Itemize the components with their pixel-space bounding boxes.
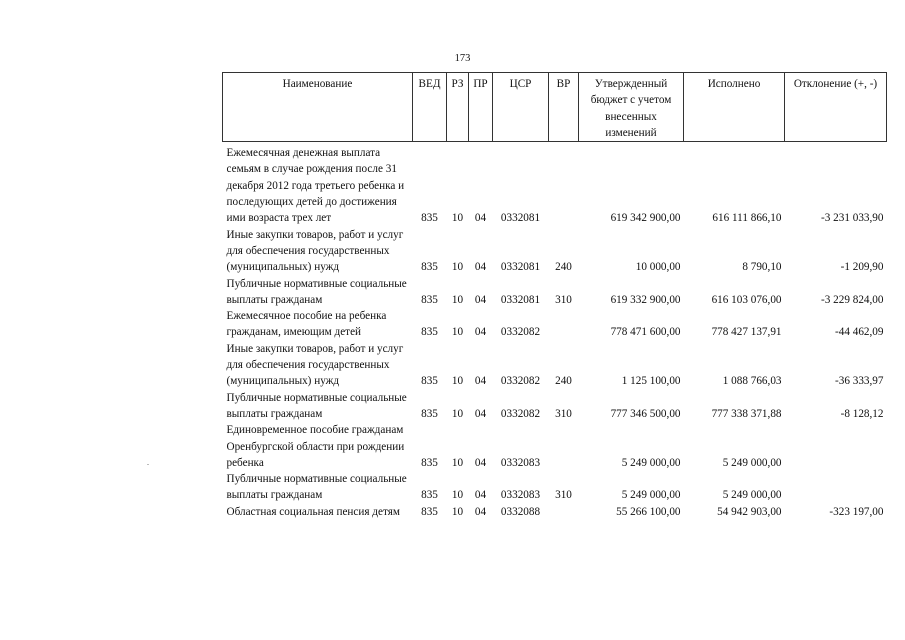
row-ved: 835 bbox=[421, 375, 438, 388]
table-row bbox=[223, 471, 887, 504]
row-name: Публичные нормативные социальные выплаты гражданам bbox=[226, 277, 407, 306]
row-deviation: -8 128,12 bbox=[840, 407, 884, 420]
row-pr: 04 bbox=[474, 212, 487, 225]
row-pr: 04 bbox=[474, 293, 487, 306]
scan-speck bbox=[147, 464, 149, 465]
row-ved: 835 bbox=[421, 261, 438, 274]
row-approved: 619 332 900,00 bbox=[610, 293, 681, 306]
row-name: Публичные нормативные социальные выплаты гражданам bbox=[226, 391, 407, 420]
row-name: Публичные нормативные социальные выплаты гражданам bbox=[226, 473, 407, 502]
row-approved: 619 342 900,00 bbox=[610, 212, 681, 225]
row-rz: 10 bbox=[451, 261, 464, 274]
row-rz: 10 bbox=[451, 375, 464, 388]
row-vr: 310 bbox=[555, 293, 572, 306]
header-pr: ПР bbox=[469, 73, 493, 142]
row-deviation bbox=[785, 471, 887, 504]
row-executed: 5 249 000,00 bbox=[722, 489, 782, 502]
row-pr: 04 bbox=[474, 326, 487, 339]
row-rz: 10 bbox=[451, 407, 464, 420]
row-vr bbox=[549, 142, 579, 227]
row-pr: 04 bbox=[474, 456, 487, 469]
row-pr: 04 bbox=[474, 505, 487, 518]
header-approved-budget: Утвержденный бюджет с учетом внесенных изменений bbox=[579, 73, 684, 142]
row-deviation: -323 197,00 bbox=[829, 505, 884, 518]
row-name: Ежемесячная денежная выплата семьям в случае рождения после 31 декабря 2012 года третьего ребенка и последующих детей до достижения ими возраста трех лет bbox=[226, 147, 405, 225]
row-pr: 04 bbox=[474, 407, 487, 420]
header-csr: ЦСР bbox=[493, 73, 549, 142]
row-pr: 04 bbox=[474, 489, 487, 502]
page-number: 173 bbox=[454, 53, 471, 64]
row-csr: 0332081 bbox=[500, 212, 541, 225]
row-executed: 777 338 371,88 bbox=[711, 407, 782, 420]
row-rz: 10 bbox=[451, 489, 464, 502]
row-vr bbox=[549, 422, 579, 471]
table-row bbox=[223, 276, 887, 309]
row-deviation bbox=[785, 422, 887, 471]
row-csr: 0332082 bbox=[500, 375, 541, 388]
row-approved: 10 000,00 bbox=[635, 261, 681, 274]
row-executed: 8 790,10 bbox=[742, 261, 782, 274]
table-header-row bbox=[223, 73, 887, 142]
row-ved: 835 bbox=[421, 489, 438, 502]
header-vr: ВР bbox=[549, 73, 579, 142]
row-name: Иные закупки товаров, работ и услуг для обеспечения государственных (муниципальных) нужд bbox=[226, 228, 404, 274]
table-row bbox=[223, 308, 887, 341]
row-approved: 1 125 100,00 bbox=[621, 375, 681, 388]
row-csr: 0332081 bbox=[500, 261, 541, 274]
row-name: Иные закупки товаров, работ и услуг для обеспечения государственных (муниципальных) нужд bbox=[226, 342, 404, 388]
row-pr: 04 bbox=[474, 375, 487, 388]
row-approved: 778 471 600,00 bbox=[610, 326, 681, 339]
row-ved: 835 bbox=[421, 326, 438, 339]
row-deviation: -3 231 033,90 bbox=[821, 212, 884, 225]
row-ved: 835 bbox=[421, 505, 438, 518]
row-rz: 10 bbox=[451, 505, 464, 518]
header-ved: ВЕД bbox=[413, 73, 447, 142]
row-approved: 55 266 100,00 bbox=[616, 505, 681, 518]
table-row bbox=[223, 341, 887, 390]
table-row bbox=[223, 422, 887, 471]
row-csr: 0332083 bbox=[500, 489, 541, 502]
row-csr: 0332083 bbox=[500, 456, 541, 469]
row-ved: 835 bbox=[421, 407, 438, 420]
budget-execution-table bbox=[222, 72, 887, 520]
row-executed: 54 942 903,00 bbox=[717, 505, 782, 518]
row-csr: 0332082 bbox=[500, 407, 541, 420]
row-vr bbox=[549, 308, 579, 341]
table-row bbox=[223, 504, 887, 520]
header-deviation: Отклонение (+, -) bbox=[785, 73, 887, 142]
row-ved: 835 bbox=[421, 212, 438, 225]
header-rz: РЗ bbox=[447, 73, 469, 142]
row-rz: 10 bbox=[451, 293, 464, 306]
row-ved: 835 bbox=[421, 293, 438, 306]
row-csr: 0332081 bbox=[500, 293, 541, 306]
row-name: Областная социальная пенсия детям bbox=[226, 505, 400, 518]
row-vr: 240 bbox=[555, 375, 572, 388]
row-name: Ежемесячное пособие на ребенка гражданам, имеющим детей bbox=[226, 310, 387, 339]
row-deviation: -44 462,09 bbox=[835, 326, 884, 339]
row-csr: 0332088 bbox=[500, 505, 541, 518]
table-row bbox=[223, 142, 887, 227]
header-executed: Исполнено bbox=[684, 73, 785, 142]
row-vr bbox=[549, 504, 579, 520]
row-csr: 0332082 bbox=[500, 326, 541, 339]
row-deviation: -1 209,90 bbox=[840, 261, 884, 274]
row-executed: 5 249 000,00 bbox=[722, 456, 782, 469]
table-row bbox=[223, 227, 887, 276]
row-approved: 777 346 500,00 bbox=[610, 407, 681, 420]
row-executed: 1 088 766,03 bbox=[722, 375, 782, 388]
row-rz: 10 bbox=[451, 326, 464, 339]
row-executed: 616 111 866,10 bbox=[712, 212, 782, 225]
row-name: Единовременное пособие гражданам Оренбургской области при рождении ребенка bbox=[226, 424, 405, 469]
row-approved: 5 249 000,00 bbox=[621, 456, 681, 469]
table-row bbox=[223, 390, 887, 423]
row-pr: 04 bbox=[474, 261, 487, 274]
row-vr: 310 bbox=[555, 489, 572, 502]
row-executed: 616 103 076,00 bbox=[711, 293, 782, 306]
row-approved: 5 249 000,00 bbox=[621, 489, 681, 502]
row-ved: 835 bbox=[421, 456, 438, 469]
row-vr: 240 bbox=[555, 261, 572, 274]
header-name: Наименование bbox=[223, 73, 413, 142]
row-rz: 10 bbox=[451, 456, 464, 469]
row-rz: 10 bbox=[451, 212, 464, 225]
row-deviation: -36 333,97 bbox=[835, 375, 884, 388]
row-deviation: -3 229 824,00 bbox=[821, 293, 884, 306]
row-executed: 778 427 137,91 bbox=[711, 326, 782, 339]
row-vr: 310 bbox=[555, 407, 572, 420]
